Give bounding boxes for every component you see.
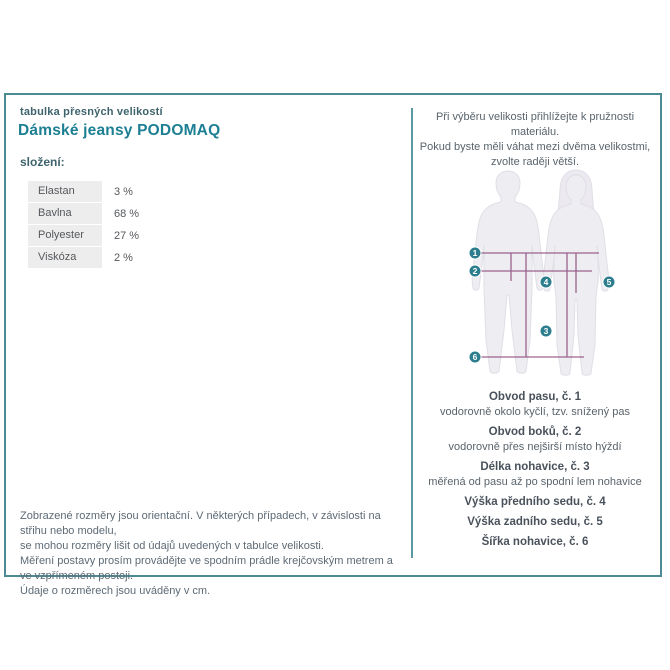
marker-5-label: 5 [606,277,612,287]
percentage-cell: 2 % [114,251,133,264]
sizing-advice [411,110,659,170]
legend-item-title: Šířka nohavice, č. 6 [481,536,589,548]
legend-item-desc: vodorovně okolo kyčlí, tzv. snížený pas [440,406,630,418]
legend-item-desc: vodorovně přes nejširší místo hýždí [448,441,622,453]
disclaimer-line: Měření postavy prosím provádějte ve spodním prádle krejčovským metrem a ve vzpřímeném postoji. [20,555,393,582]
material-cell: Elastan [28,181,102,202]
table-row [28,225,208,246]
marker-6 [469,351,481,363]
marker-4-label: 4 [543,277,549,287]
composition-table [28,181,208,269]
legend-item-desc: měřená od pasu až po spodní lem nohavice [428,476,642,488]
marker-3 [540,325,552,337]
legend-item [411,425,659,455]
table-row [28,247,208,268]
marker-6-label: 6 [472,352,478,362]
measurement-disclaimer [20,509,405,599]
legend-item-title: Obvod pasu, č. 1 [488,391,582,403]
male-silhouette [472,171,544,373]
material-cell: Polyester [28,225,102,246]
material-cell: Viskóza [28,247,102,268]
sizing-advice-line: Pokud byste měli váhat mezi dvěma velikostmi, [419,141,651,153]
sizing-advice-line: Při výběru velikosti přihlížejte k pružnosti materiálu. [435,111,635,138]
legend-item-title: Výška předního sedu, č. 4 [464,496,606,508]
material-cell: Bavlna [28,203,102,224]
marker-2 [469,265,481,277]
marker-1 [469,247,481,259]
legend-item-title: Délka nohavice, č. 3 [480,461,590,473]
marker-1-label: 1 [472,248,478,258]
table-row [28,203,208,224]
disclaimer-line: Údaje o rozměrech jsou uváděny v cm. [20,585,211,597]
marker-5 [603,276,615,288]
legend-item [411,535,659,550]
marker-2-label: 2 [472,266,478,276]
disclaimer-line: se mohou rozměry lišit od údajů uvedených v tabulce velikosti. [20,540,324,552]
product-title: Dámské jeansy PODOMAQ [18,122,221,139]
sizing-advice-line: zvolte raději větší. [490,156,580,168]
legend-item-title: Výška zadního sedu, č. 5 [467,516,603,528]
percentage-cell: 3 % [114,185,133,198]
body-measurement-diagram [440,163,660,378]
table-row [28,181,208,202]
size-chart-panel [4,93,662,597]
composition-label: složení: [20,155,65,169]
percentage-cell: 68 % [114,207,140,220]
size-table-eyebrow: tabulka přesných velikostí [20,106,163,118]
legend-item [411,390,659,420]
disclaimer-line: Zobrazené rozměry jsou orientační. V některých případech, v závislosti na střihu nebo modelu, [20,510,381,537]
legend-item-title: Obvod boků, č. 2 [488,426,582,438]
percentage-cell: 27 % [114,229,140,242]
marker-3-label: 3 [543,326,549,336]
legend-item [411,515,659,530]
legend-item [411,460,659,490]
legend-item [411,495,659,510]
marker-4 [540,276,552,288]
measurement-legend [411,390,659,555]
